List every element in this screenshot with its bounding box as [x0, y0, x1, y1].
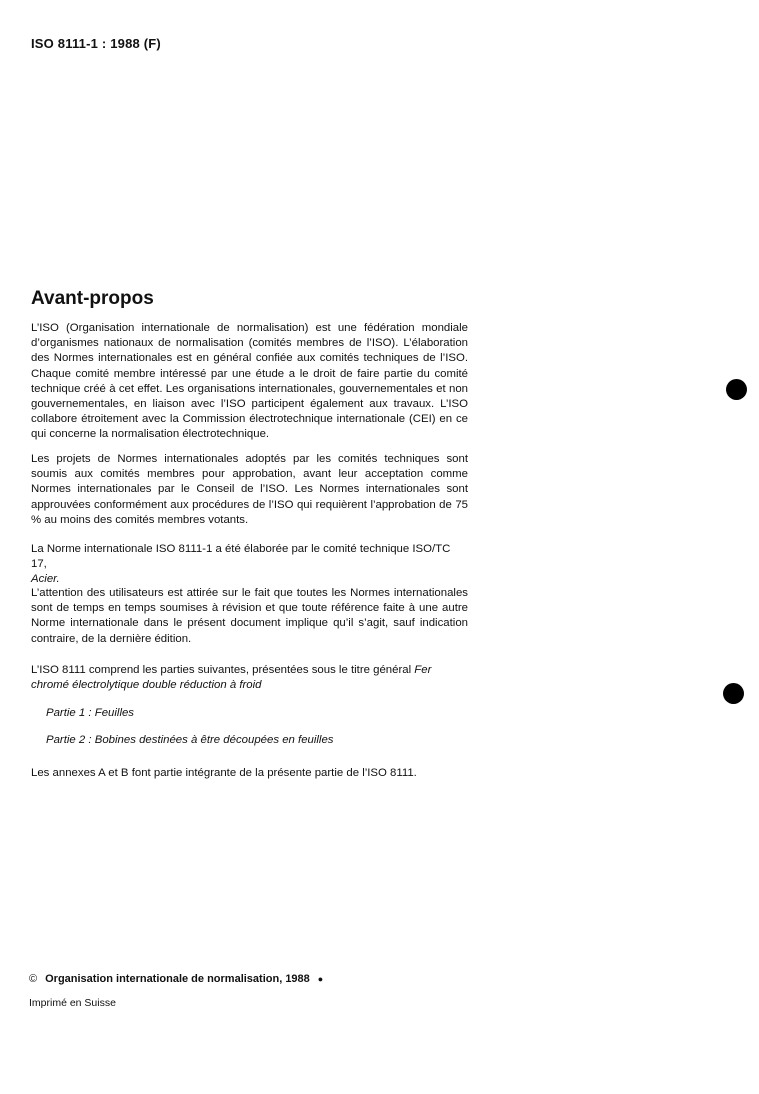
document-id: ISO 8111-1 : 1988 (F)	[31, 36, 161, 51]
copyright-line	[29, 973, 323, 985]
paragraph-parts-intro	[31, 663, 468, 693]
committee-name: Acier.	[31, 573, 60, 586]
copyright-text: Organisation internationale de normalisation, 1988	[45, 973, 310, 985]
paragraph-foreword-intro: L’ISO (Organisation internationale de normalisation) est une fédération mondiale d’organismes nationaux de normalisation (comités membres de l’ISO). L’élaboration des Normes internationales est en général confiée aux comités techniques de l’ISO. Chaque comité membre intéressé par une étude a le droit de faire partie du comité technique créé à cet effet. Les organisations internationales, gouvernementales et non gouvernementales, en liaison avec l’ISO participent également aux travaux. L’ISO collabore étroitement avec la Commission électrotechnique internationale (CEI) en ce qui concerne la normalisation électrotechnique.	[31, 322, 468, 441]
committee-text: La Norme internationale ISO 8111-1 a été élaborée par le comité technique ISO/TC 17,	[31, 543, 451, 571]
parts-intro-text: L’ISO 8111 comprend les parties suivantes, présentées sous le titre général	[31, 664, 412, 676]
copyright-icon: ©	[29, 973, 38, 985]
paragraph-revision-notice: L’attention des utilisateurs est attirée sur le fait que toutes les Normes internationales sont de temps en temps soumises à révision et que toute référence faite à une autre Norme internationale dans le présent document implique qu’il s’agit, sauf indication contraire, de la dernière édition.	[31, 587, 468, 645]
paragraph-annexes: Les annexes A et B font partie intégrante de la présente partie de l’ISO 8111.	[31, 767, 417, 779]
punch-hole-icon	[723, 683, 744, 704]
printed-in: Imprimé en Suisse	[29, 997, 116, 1009]
paragraph-approval: Les projets de Normes internationales adoptés par les comités techniques sont soumis aux comités membres pour approbation, avant leur acceptation comme Normes internationales par le Conseil de l’ISO. Les Normes internationales sont approuvées conformément aux procédures de l’ISO qui requièrent l’approbation de 75 % au moins des comités membres votants.	[31, 453, 468, 526]
parts-general-title: Fer chromé électrolytique double réduction à froid	[31, 664, 432, 692]
bullet-icon: ●	[317, 974, 324, 984]
paragraph-committee	[31, 542, 468, 588]
section-heading: Avant-propos	[31, 288, 154, 309]
part-1-item: Partie 1 : Feuilles	[46, 707, 134, 719]
punch-hole-icon	[726, 379, 747, 400]
part-2-item: Partie 2 : Bobines destinées à être découpées en feuilles	[46, 734, 334, 746]
